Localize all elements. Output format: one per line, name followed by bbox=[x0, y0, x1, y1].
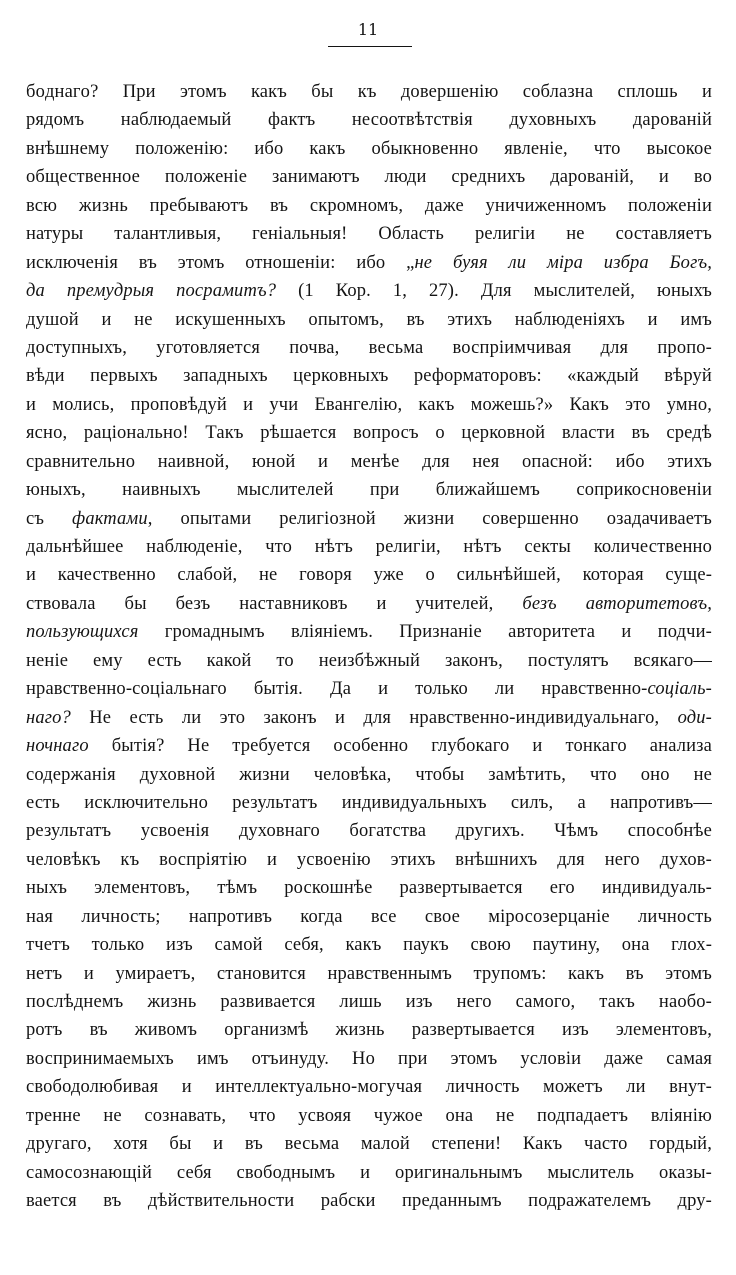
text-line bbox=[26, 249, 712, 277]
text-line bbox=[26, 192, 712, 220]
text-line bbox=[26, 1130, 712, 1158]
text-segment: бoднaгo? При этомъ какъ бы къ довершенію соблазна сплошь и bbox=[26, 82, 712, 102]
text-segment: самосознающій себя свободнымъ и оригинальнымъ мыслитель оказы- bbox=[26, 1162, 712, 1183]
text-segment: рядомъ наблюдаемый фактъ несоотвѣтствія духовныхъ дарованій bbox=[26, 110, 712, 131]
italic-segment: фактами bbox=[72, 508, 148, 529]
text-segment: ротъ въ живомъ организмѣ жизнь развертывается изъ элементовъ, bbox=[26, 1020, 712, 1041]
text-line bbox=[26, 704, 712, 732]
text-line bbox=[26, 533, 712, 561]
text-segment: нравственно-соціальнаго бытія. Да и только ли нравственно- bbox=[26, 679, 648, 700]
text-segment: человѣкъ къ воспріятію и усвоенію этихъ внѣшнихъ для него духов- bbox=[26, 849, 712, 870]
text-line bbox=[26, 362, 712, 390]
text-segment: исключенія въ этомъ отношеніи: ибо „ bbox=[26, 252, 415, 273]
text-line bbox=[26, 448, 712, 476]
text-line bbox=[26, 931, 712, 959]
text-segment: (1 Кор. 1, 27). Для мыслителей, юныхъ bbox=[276, 281, 712, 302]
text-line bbox=[26, 675, 712, 703]
text-line bbox=[26, 1159, 712, 1187]
text-line bbox=[26, 561, 712, 589]
text-segment: содержанія духовной жизни человѣка, чтобы замѣтить, что оно не bbox=[26, 764, 712, 785]
text-segment: , опытами религіозной жизни совершенно озадачиваетъ bbox=[147, 508, 713, 529]
italic-segment: наго? bbox=[26, 707, 71, 728]
text-segment: юныхъ, наивныхъ мыслителей при ближайшемъ соприкосновеніи bbox=[26, 480, 712, 501]
text-segment: бытія? Не требуется особенно глубокаго и тонкаго анализа bbox=[88, 736, 712, 757]
text-line bbox=[26, 874, 712, 902]
text-segment: результатъ усвоенія духовнаго богатства другихъ. Чѣмъ способнѣе bbox=[26, 821, 712, 842]
italic-segment: пользующихся bbox=[26, 622, 139, 643]
text-segment: ясно, раціонально! Такъ рѣшается вопросъ о церковной власти въ средѣ bbox=[26, 423, 712, 444]
text-segment: свободолюбивая и интеллектуально-могучая личность можетъ ли внут- bbox=[26, 1077, 712, 1098]
text-segment: ная личность; напротивъ когда все свое міросозерцаніе личность bbox=[26, 906, 712, 927]
text-line bbox=[26, 419, 712, 447]
text-line bbox=[26, 761, 712, 789]
text-line bbox=[26, 1187, 712, 1215]
text-segment: есть исключительно результатъ индивидуальныхъ силъ, а напротивъ— bbox=[26, 792, 712, 813]
text-segment: сравнительно наивной, юной и менѣе для нея опасной: ибо этихъ bbox=[26, 451, 712, 472]
text-line bbox=[26, 306, 712, 334]
text-segment: вается въ дѣйствительности рабски преданнымъ подражателемъ дру- bbox=[26, 1191, 712, 1212]
text-line bbox=[26, 476, 712, 504]
italic-segment: ночнаго bbox=[26, 736, 89, 757]
text-segment: громаднымъ вліяніемъ. Признаніе авторитета и подчи- bbox=[138, 622, 712, 643]
text-line bbox=[26, 960, 712, 988]
text-line bbox=[26, 1102, 712, 1130]
text-line bbox=[26, 732, 712, 760]
text-segment: послѣднемъ жизнь развивается лишь изъ него самого, такъ наобо- bbox=[26, 992, 712, 1012]
text-line bbox=[26, 391, 712, 419]
text-segment: внѣшнему положенію: ибо какъ обыкновенно явленіе, что высокое bbox=[26, 138, 712, 159]
text-segment: ныхъ элементовъ, тѣмъ роскошнѣе развертывается его индивидуаль- bbox=[26, 878, 712, 899]
text-segment: дальнѣйшее наблюденіе, что нѣтъ религіи, нѣтъ секты количественно bbox=[26, 537, 712, 557]
text-segment: другаго, хотя бы и въ весьма малой степени! Какъ часто гордый, bbox=[26, 1134, 712, 1155]
text-segment: и качественно слабой, не говоря уже о сильнѣйшей, которая суще- bbox=[26, 565, 712, 586]
text-line bbox=[26, 789, 712, 817]
italic-segment: соціаль- bbox=[647, 679, 712, 700]
text-line bbox=[26, 220, 712, 248]
text-line bbox=[26, 618, 712, 646]
text-line bbox=[26, 106, 712, 134]
text-line bbox=[26, 590, 712, 618]
italic-segment: оди- bbox=[677, 707, 712, 728]
body-text bbox=[26, 78, 712, 1216]
text-line bbox=[26, 846, 712, 874]
text-line bbox=[26, 988, 712, 1016]
text-line bbox=[26, 817, 712, 845]
text-line bbox=[26, 277, 712, 305]
text-segment: тренне не сознавать, что усвояя чужое она не подпадаетъ вліянію bbox=[26, 1105, 712, 1126]
text-segment: доступныхъ, уготовляется почва, весьма воспріимчивая для пропо- bbox=[26, 337, 712, 358]
text-line bbox=[26, 1073, 712, 1101]
text-line bbox=[26, 647, 712, 675]
text-segment: натуры талантливыя, геніальныя! Область религіи не составляетъ bbox=[26, 224, 712, 245]
italic-segment: да премудрыя посрамитъ? bbox=[26, 281, 277, 302]
text-segment: душой и не искушенныхъ опытомъ, въ этихъ наблюденіяхъ и имъ bbox=[26, 309, 712, 330]
text-segment: воспринимаемыхъ имъ отъинуду. Но при этомъ условіи даже самая bbox=[26, 1048, 712, 1069]
text-line bbox=[26, 903, 712, 931]
text-segment: неніе ему есть какой то неизбѣжный законъ, постулятъ всякаго— bbox=[26, 650, 712, 671]
text-segment: съ bbox=[26, 508, 73, 529]
text-line bbox=[26, 78, 712, 106]
text-segment: Не есть ли это законъ и для нравственно-индивидуальнаго, bbox=[70, 707, 678, 728]
page-number: 11 bbox=[357, 20, 379, 39]
text-segment: всю жизнь пребываютъ въ скромномъ, даже уничиженномъ положеніи bbox=[26, 195, 712, 216]
text-line bbox=[26, 334, 712, 362]
text-segment: ствовала бы безъ наставниковъ и учителей, bbox=[26, 593, 523, 614]
text-line bbox=[26, 1045, 712, 1073]
text-segment: тчетъ только изъ самой себя, какъ паукъ свою паутину, она глох- bbox=[26, 935, 712, 956]
italic-segment: не буяя ли міра избра Богъ, bbox=[414, 252, 712, 273]
text-line bbox=[26, 1016, 712, 1044]
text-line bbox=[26, 505, 712, 533]
text-line bbox=[26, 135, 712, 163]
text-segment: нетъ и умираетъ, становится нравственнымъ трупомъ: какъ въ этомъ bbox=[26, 963, 712, 984]
text-segment: и молись, проповѣдуй и учи Евангелію, какъ можешь?» Какъ это умно, bbox=[26, 394, 712, 415]
text-segment: вѣди первыхъ западныхъ церковныхъ реформаторовъ: «каждый вѣруй bbox=[26, 366, 712, 387]
header-rule bbox=[328, 46, 412, 47]
text-line bbox=[26, 163, 712, 191]
text-segment: общественное положеніе занимаютъ люди среднихъ дарованій, и во bbox=[26, 167, 712, 188]
italic-segment: безъ авторитетовъ, bbox=[522, 593, 712, 614]
